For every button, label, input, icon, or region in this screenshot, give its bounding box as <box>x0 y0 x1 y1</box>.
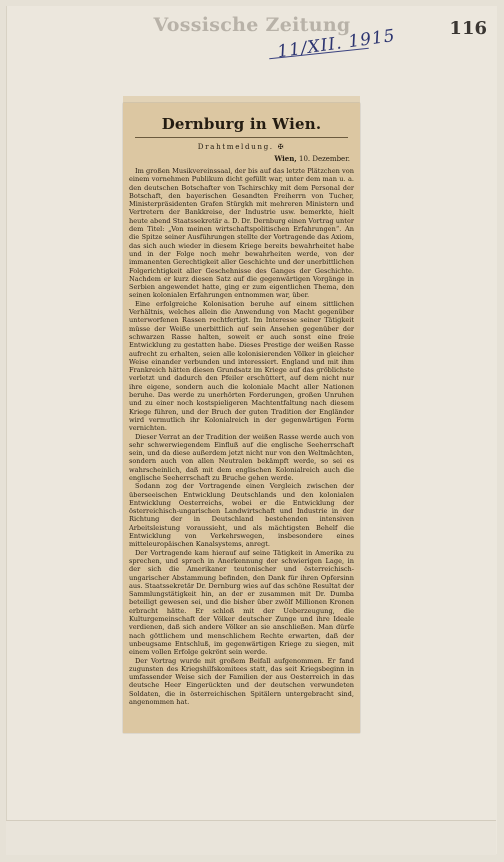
dateline-date: 10. Dezember. <box>298 155 350 163</box>
telegraph-icon: ✠ <box>277 142 286 151</box>
newspaper-clipping <box>123 103 360 733</box>
handwritten-date: 11/XII. 1915 <box>276 25 397 63</box>
article-paragraph: Der Vortrag wurde mit großem Beifall aufgenommen. Er fand zugunsten des Kriegshilfskomitees statt, das seit Kriegsbeginn in umfassender Weise sich der Familien der aus Oesterreich in das deutsche Heer Eingerückten und der deutschen verwundeten Soldaten, die in österreichischen Spitälern untergebracht sind, angenommen hat. <box>129 656 354 706</box>
article-paragraph: Der Vortragende kam hierauf auf seine Tätigkeit in Amerika zu sprechen, und sprach in Anerkennung der schwierigen Lage, in der sich die Amerikaner teutonischer und österreichisch-ungarischer Abstammung befinden, den Dank für ihren Opfersinn aus. Staatssekretär Dr. Dernburg wies auf das schöne Resultat der Sammlungstätigkeit hin, an der er zusammen mit Dr. Dumba beteiligt gewesen sei, und die bisher über zwölf Millionen Kronen erbracht hätte. Er schloß mit der Ueberzeugung, die Kulturgemeinschaft der Völker deutscher Zunge und ihre Ideale verdienen, daß sich andere Völker an sie anschließen. Man dürfe nach göttlichem und menschlichem Rechte erwarten, daß der unbeugsame Entschluß, im gegenwärtigen Kriege zu siegen, mit einem vollen Erfolge gekrönt sein werde. <box>129 548 354 657</box>
article-body <box>129 167 354 706</box>
headline-divider <box>135 137 348 138</box>
page-number: 116 <box>449 18 487 39</box>
masthead: Vossische Zeitung <box>153 14 351 36</box>
dateline-place: Wien, <box>274 154 297 163</box>
article-paragraph: Sodann zog der Vortragende einen Vergleich zwischen der überseeischen Entwicklung Deutschlands und den kolonialen Entwicklung Oesterreichs, wobei er die Entwicklung der österreichisch-ungarischen Landwirtschaft und Industrie in der Richtung der in Deutschland bestehenden intensiven Arbeitsleistung voraussieht, und als mächtigsten Behelf die Entwicklung von Verkehrswegen, insbesondere eines mitteleuropäischen Kanalsystems, anregt. <box>129 482 354 549</box>
article-paragraph: Eine erfolgreiche Kolonisation beruhe auf einem sittlichen Verhältnis, welches allein die Anwendung von Macht gegenüber unterworfenen Rassen rechtfertigt. Im Interesse seiner Tätigkeit müsse der Weiße unerbittlich auf sein Ansehen gegenüber der schwarzen Rasse halten, soweit er auch sonst eine freie Entwicklung zu gestatten habe. Dieses Prestige der weißen Rasse aufrecht zu erhalten, seien alle kolonisierenden Völker in gleicher Weise einander verbunden und interessiert. England und mit ihm Frankreich hätten diesen Grundsatz im Kriege auf das gröblichste verletzt und dadurch den Pfeiler erschüttert, auf dem nicht nur ihre eigene, sondern auch die koloniale Macht aller Nationen beruhe. Das werde zu unerhörten Forderungen, großen Unruhen und zu einer noch kostspieligeren Machtentfaltung nach diesem Kriege führen, und der Bruch der guten Tradition der Engländer wird vermutlich ihr Kolonialreich in der gegenwärtigen Form vernichten. <box>129 299 354 433</box>
subline-text: Drahtmeldung. <box>197 142 274 151</box>
article-dateline <box>129 154 350 163</box>
page-bottom-edge <box>6 820 496 855</box>
article-paragraph: Dieser Verrat an der Tradition der weißen Rasse werde auch von sehr schwerwiegendem Einfluß auf die englische Seeherrschaft sein, und da diese außerdem jetzt nicht nur von den Weltmächten, sondern auch von allen Neutralen bekämpft werde, so sei es wahrscheinlich, daß mit dem englischen Kolonialreich auch die englische Seeherrschaft zu Bruche gehen werde. <box>129 432 354 482</box>
article-subline <box>129 142 354 151</box>
article-paragraph: Im großen Musikvereinssaal, der bis auf das letzte Plätzchen von einem vornehmen Publikum dicht gefüllt war, unter dem man u. a. den deutschen Botschafter von Tschirschky mit dem Personal der Botschaft, den bayerischen Gesandten Freiherrn von Tucher, Ministerpräsidenten Grafen Stürgkh mit mehreren Ministern und Vertretern der Bankkreise, der Industrie usw. bemerkte, hielt heute abend Staatssekretär a. D. Dr. Dernburg einen Vortrag unter dem Titel: „Von meinen wirtschaftspolitischen Erfahrungen“. An die Spitze seiner Ausführungen stellte der Vortragende das Axiom, das sich auch wieder in diesem Kriege bereits bewahrheitet habe und in der Folge noch mehr bewahrheiten werde, von der immanenten Gerechtigkeit aller Geschichte und der unerbittlichen Folgerichtigkeit aller Geschehnisse des Ganges der Geschichte. Nachdem er kurz diesen Satz auf die gegenwärtigen Vorgänge in Serbien angewendet hatte, ging er zum eigentlichen Thema, den seinen kolonialen Erfahrungen entnommen war, über. <box>129 167 354 300</box>
article-headline: Dernburg in Wien. <box>161 115 322 133</box>
